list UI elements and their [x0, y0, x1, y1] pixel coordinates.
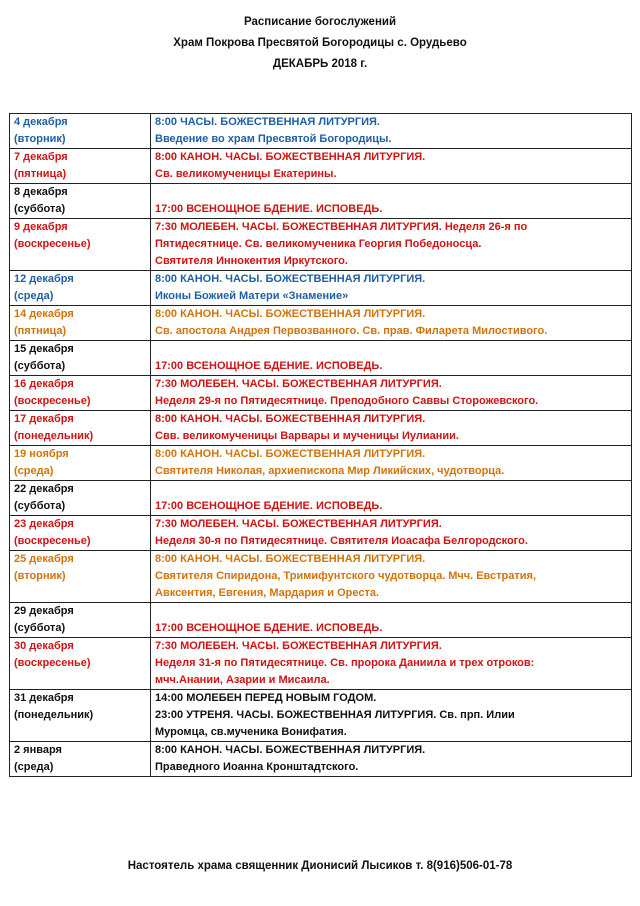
service-weekday: (пятница) [14, 168, 67, 180]
service-text-line: 23:00 УТРЕНЯ. ЧАСЫ. БОЖЕСТВЕННАЯ ЛИТУРГИЯ. Св. прп. Илии [155, 709, 515, 721]
date-cell [10, 516, 151, 551]
service-text-line: 8:00 КАНОН. ЧАСЫ. БОЖЕСТВЕННАЯ ЛИТУРГИЯ. [155, 273, 426, 285]
service-weekday: (суббота) [14, 500, 66, 512]
service-cell [151, 306, 632, 341]
service-weekday: (суббота) [14, 203, 66, 215]
service-date: 9 декабря [14, 221, 68, 233]
service-text-line: мчч.Анании, Азарии и Мисаила. [155, 674, 330, 686]
service-weekday: (вторник) [14, 570, 66, 582]
service-date: 25 декабря [14, 553, 74, 565]
service-weekday: (воскресенье) [14, 238, 91, 250]
service-weekday: (воскресенье) [14, 395, 91, 407]
spacer-line [155, 341, 627, 358]
service-text-line: 17:00 ВСЕНОЩНОЕ БДЕНИЕ. ИСПОВЕДЬ. [155, 622, 383, 634]
service-weekday: (пятница) [14, 325, 67, 337]
service-weekday: (понедельник) [14, 709, 94, 721]
service-text-line: Пятидесятнице. Св. великомученика Георгия Победоносца. [155, 238, 482, 250]
service-weekday: (понедельник) [14, 430, 94, 442]
date-cell [10, 690, 151, 742]
date-cell [10, 271, 151, 306]
service-date: 4 декабря [14, 116, 68, 128]
service-cell [151, 114, 632, 149]
service-text-line: Неделя 31-я по Пятидесятнице. Св. пророка Даниила и трех отроков: [155, 657, 535, 669]
schedule-row [10, 551, 632, 603]
service-text-line: Неделя 29-я по Пятидесятнице. Преподобного Саввы Сторожевского. [155, 395, 539, 407]
schedule-month: ДЕКАБРЬ 2018 г. [272, 58, 368, 70]
schedule-row [10, 603, 632, 638]
service-cell [151, 603, 632, 638]
service-text-line: 17:00 ВСЕНОЩНОЕ БДЕНИЕ. ИСПОВЕДЬ. [155, 203, 383, 215]
service-date: 7 декабря [14, 151, 68, 163]
schedule-row [10, 742, 632, 777]
service-cell [151, 481, 632, 516]
service-text-line: Святителя Иннокентия Иркутского. [155, 255, 348, 267]
service-weekday: (среда) [14, 761, 54, 773]
church-name: Храм Покрова Пресвятой Богородицы с. Орудьево [173, 37, 467, 49]
schedule-row [10, 376, 632, 411]
date-cell [10, 219, 151, 271]
service-text-line: 8:00 КАНОН. ЧАСЫ. БОЖЕСТВЕННАЯ ЛИТУРГИЯ. [155, 448, 426, 460]
service-text-line: 8:00 КАНОН. ЧАСЫ. БОЖЕСТВЕННАЯ ЛИТУРГИЯ. [155, 413, 426, 425]
service-cell [151, 149, 632, 184]
service-date: 31 декабря [14, 692, 74, 704]
schedule-row [10, 219, 632, 271]
service-text-line: Святителя Спиридона, Тримифунтского чудотворца. Мчч. Евстратия, [155, 570, 536, 582]
service-text-line: 14:00 МОЛЕБЕН ПЕРЕД НОВЫМ ГОДОМ. [155, 692, 377, 704]
service-weekday: (суббота) [14, 360, 66, 372]
service-weekday: (суббота) [14, 622, 66, 634]
service-date: 12 декабря [14, 273, 74, 285]
service-text-line: Свв. великомученицы Варвары и мученицы Иулиании. [155, 430, 459, 442]
schedule-row [10, 184, 632, 219]
document-title: Расписание богослужений [243, 16, 397, 28]
service-text-line: Муромца, св.мученика Вонифатия. [155, 726, 347, 738]
service-text-line: 7:30 МОЛЕБЕН. ЧАСЫ. БОЖЕСТВЕННАЯ ЛИТУРГИЯ. [155, 378, 442, 390]
schedule-row [10, 411, 632, 446]
date-cell [10, 638, 151, 690]
service-cell [151, 341, 632, 376]
service-cell [151, 446, 632, 481]
service-weekday: (воскресенье) [14, 535, 91, 547]
service-weekday: (среда) [14, 465, 54, 477]
service-text-line: Праведного Иоанна Кронштадтского. [155, 761, 359, 773]
service-text-line: Св. великомученицы Екатерины. [155, 168, 337, 180]
date-cell [10, 341, 151, 376]
service-text-line: Иконы Божией Матери «Знамение» [155, 290, 349, 302]
service-date: 17 декабря [14, 413, 74, 425]
service-cell [151, 551, 632, 603]
date-cell [10, 114, 151, 149]
service-text-line: 17:00 ВСЕНОЩНОЕ БДЕНИЕ. ИСПОВЕДЬ. [155, 500, 383, 512]
schedule-row [10, 114, 632, 149]
service-text-line: Авксентия, Евгения, Мардария и Ореста. [155, 587, 380, 599]
service-text-line: Св. апостола Андрея Первозванного. Св. прав. Филарета Милостивого. [155, 325, 548, 337]
service-date: 8 декабря [14, 186, 68, 198]
date-cell [10, 376, 151, 411]
service-text-line: Святителя Николая, архиепископа Мир Ликийских, чудотворца. [155, 465, 505, 477]
service-text-line: 7:30 МОЛЕБЕН. ЧАСЫ. БОЖЕСТВЕННАЯ ЛИТУРГИЯ. Неделя 26-я по [155, 221, 528, 233]
service-text-line: 7:30 МОЛЕБЕН. ЧАСЫ. БОЖЕСТВЕННАЯ ЛИТУРГИЯ. [155, 640, 442, 652]
schedule-row [10, 481, 632, 516]
service-text-line: 17:00 ВСЕНОЩНОЕ БДЕНИЕ. ИСПОВЕДЬ. [155, 360, 383, 372]
service-date: 29 декабря [14, 605, 74, 617]
spacer-line [155, 184, 627, 201]
service-cell [151, 742, 632, 777]
date-cell [10, 446, 151, 481]
date-cell [10, 481, 151, 516]
service-text-line: 8:00 КАНОН. ЧАСЫ. БОЖЕСТВЕННАЯ ЛИТУРГИЯ. [155, 308, 426, 320]
service-date: 2 января [14, 744, 62, 756]
schedule-row [10, 149, 632, 184]
schedule-row [10, 341, 632, 376]
service-cell [151, 219, 632, 271]
service-cell [151, 638, 632, 690]
date-cell [10, 306, 151, 341]
service-cell [151, 184, 632, 219]
schedule-row [10, 446, 632, 481]
service-date: 23 декабря [14, 518, 74, 530]
service-text-line: 8:00 КАНОН. ЧАСЫ. БОЖЕСТВЕННАЯ ЛИТУРГИЯ. [155, 744, 426, 756]
schedule-row [10, 638, 632, 690]
service-text-line: 7:30 МОЛЕБЕН. ЧАСЫ. БОЖЕСТВЕННАЯ ЛИТУРГИЯ. [155, 518, 442, 530]
date-cell [10, 551, 151, 603]
date-cell [10, 742, 151, 777]
date-cell [10, 603, 151, 638]
service-weekday: (воскресенье) [14, 657, 91, 669]
service-date: 22 декабря [14, 483, 74, 495]
service-date: 19 ноября [14, 448, 69, 460]
document-header [0, 12, 640, 75]
spacer-line [155, 481, 627, 498]
service-date: 16 декабря [14, 378, 74, 390]
service-date: 14 декабря [14, 308, 74, 320]
service-cell [151, 516, 632, 551]
schedule-table [9, 113, 632, 777]
service-cell [151, 411, 632, 446]
service-text-line: 8:00 ЧАСЫ. БОЖЕСТВЕННАЯ ЛИТУРГИЯ. [155, 116, 380, 128]
service-text-line: Введение во храм Пресвятой Богородицы. [155, 133, 392, 145]
service-text-line: 8:00 КАНОН. ЧАСЫ. БОЖЕСТВЕННАЯ ЛИТУРГИЯ. [155, 553, 426, 565]
service-weekday: (вторник) [14, 133, 66, 145]
date-cell [10, 184, 151, 219]
date-cell [10, 411, 151, 446]
service-date: 15 декабря [14, 343, 74, 355]
schedule-row [10, 271, 632, 306]
footer-contact: Настоятель храма священник Дионисий Лысиков т. 8(916)506-01-78 [127, 860, 513, 872]
schedule-table-body [10, 114, 632, 777]
service-cell [151, 376, 632, 411]
service-weekday: (среда) [14, 290, 54, 302]
schedule-row [10, 306, 632, 341]
schedule-row [10, 516, 632, 551]
service-cell [151, 271, 632, 306]
date-cell [10, 149, 151, 184]
service-text-line: Неделя 30-я по Пятидесятнице. Святителя Иоасафа Белгородского. [155, 535, 528, 547]
service-text-line: 8:00 КАНОН. ЧАСЫ. БОЖЕСТВЕННАЯ ЛИТУРГИЯ. [155, 151, 426, 163]
schedule-row [10, 690, 632, 742]
service-cell [151, 690, 632, 742]
spacer-line [155, 603, 627, 620]
service-date: 30 декабря [14, 640, 74, 652]
